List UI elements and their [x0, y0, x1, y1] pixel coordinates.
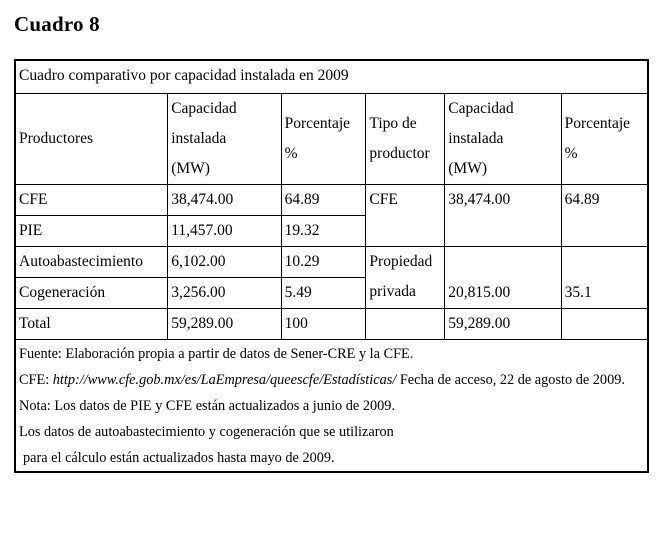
- header-capacidad-line1: Capacidad: [171, 100, 237, 117]
- cell-productor: Autoabastecimiento: [15, 247, 168, 278]
- header-row: [15, 94, 648, 185]
- header-porcentaje2-line2: %: [564, 145, 578, 162]
- footer-cfe-prefix: CFE:: [19, 372, 53, 388]
- footer-fuente: Fuente: Elaboración propia a partir de datos de Sener-CRE y la CFE.: [19, 346, 414, 362]
- footer-cfe: [19, 367, 644, 393]
- header-porcentaje2-line1: Porcentaje: [564, 115, 631, 132]
- total-row: [15, 309, 648, 340]
- cell-porcentaje: 64.89: [281, 185, 366, 216]
- header-capacidad-line2: instalada: [171, 130, 227, 147]
- table-footer: [15, 340, 648, 473]
- cell-capacidad: 38,474.00: [168, 185, 281, 216]
- cell-capacidad-privada: 20,815.00: [445, 247, 561, 309]
- total-tipo: [366, 309, 445, 340]
- cell-capacidad-cfe: 38,474.00: [445, 185, 561, 247]
- cell-porcentaje: 10.29: [281, 247, 366, 278]
- table-heading: Cuadro 8: [14, 12, 100, 36]
- table-caption: Cuadro comparativo por capacidad instalada en 2009: [15, 60, 648, 94]
- footer-cfe-suffix: Fecha de acceso, 22 de agosto de 2009.: [396, 372, 625, 388]
- cell-productor: CFE: [15, 185, 168, 216]
- total-porcentaje-2: [561, 309, 648, 340]
- header-porcentaje-line2: %: [284, 145, 298, 162]
- cell-porcentaje-cfe: 64.89: [561, 185, 648, 247]
- header-capacidad2-line2: instalada: [448, 130, 504, 147]
- cell-tipo-privada-line1: Propiedad: [369, 253, 433, 270]
- header-capacidad-2: [445, 94, 561, 185]
- total-label: Total: [15, 309, 168, 340]
- cell-capacidad: 6,102.00: [168, 247, 281, 278]
- cell-tipo-privada: [366, 247, 445, 309]
- total-capacidad-2: 59,289.00: [445, 309, 561, 340]
- comparison-table: [14, 59, 649, 473]
- header-porcentaje-2: [561, 94, 648, 185]
- cell-productor: PIE: [15, 216, 168, 247]
- header-capacidad-line3: (MW): [171, 160, 210, 177]
- header-productores: Productores: [15, 94, 168, 185]
- table-row: [15, 185, 648, 216]
- total-porcentaje: 100: [281, 309, 366, 340]
- cell-tipo-privada-line2: privada: [369, 283, 416, 300]
- table-row: [15, 247, 648, 278]
- footer-line5: para el cálculo están actualizados hasta mayo de 2009.: [23, 450, 335, 466]
- footer-line4: Los datos de autoabastecimiento y cogeneración que se utilizaron: [19, 424, 394, 440]
- header-porcentaje: [281, 94, 366, 185]
- cell-capacidad: 3,256.00: [168, 278, 281, 309]
- cell-porcentaje: 19.32: [281, 216, 366, 247]
- footer-nota: Nota: Los datos de PIE y CFE están actualizados a junio de 2009.: [19, 398, 396, 414]
- header-capacidad2-line1: Capacidad: [448, 100, 514, 117]
- header-tipo-productor: [366, 94, 445, 185]
- cell-porcentaje: 5.49: [281, 278, 366, 309]
- total-capacidad: 59,289.00: [168, 309, 281, 340]
- header-capacidad2-line3: (MW): [448, 160, 488, 177]
- footer-row: [15, 340, 648, 473]
- cell-porcentaje-privada: 35.1: [561, 247, 648, 309]
- header-capacidad: [168, 94, 281, 185]
- header-porcentaje-line1: Porcentaje: [284, 115, 351, 132]
- header-tipo-line1: Tipo de: [369, 115, 417, 132]
- footer-cfe-url: http://www.cfe.gob.mx/es/LaEmpresa/queescfe/Estadísticas/: [52, 372, 397, 388]
- header-tipo-line2: productor: [369, 145, 430, 162]
- cell-tipo-cfe: CFE: [366, 185, 445, 247]
- cell-capacidad: 11,457.00: [168, 216, 281, 247]
- cell-productor: Cogeneración: [15, 278, 168, 309]
